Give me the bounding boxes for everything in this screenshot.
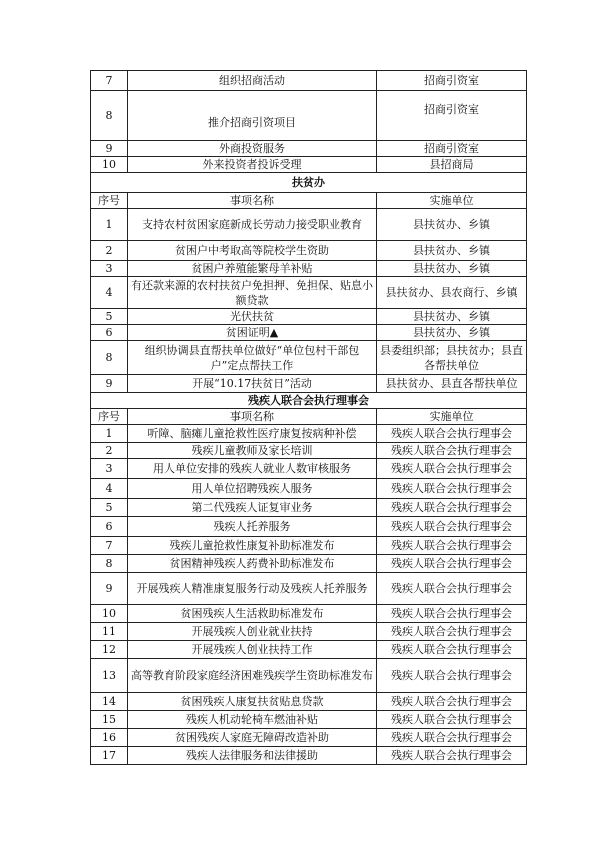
item-name: 贫困证明▲	[128, 325, 377, 341]
implementing-unit: 县扶贫办、乡镇	[377, 241, 527, 261]
table-row	[91, 425, 527, 443]
table-row	[91, 641, 527, 659]
table-row	[91, 443, 527, 459]
row-number: 8	[91, 555, 128, 573]
table-row	[91, 573, 527, 605]
item-name: 高等教育阶段家庭经济困难残疾学生资助标准发布	[128, 659, 377, 693]
item-name: 残疾人法律服务和法律援助	[128, 747, 377, 765]
implementing-unit: 县扶贫办、乡镇	[377, 261, 527, 277]
implementing-unit: 招商引资室	[377, 71, 527, 91]
implementing-unit: 县扶贫办、乡镇	[377, 209, 527, 241]
item-name: 贫困残疾人家庭无障碍改造补助	[128, 729, 377, 747]
implementing-unit: 县扶贫办、县直各帮扶单位	[377, 375, 527, 393]
row-number: 14	[91, 693, 128, 711]
implementing-unit: 残疾人联合会执行理事会	[377, 443, 527, 459]
header-item-name: 事项名称	[128, 409, 377, 425]
row-number: 7	[91, 537, 128, 555]
table-row	[91, 479, 527, 499]
table-row	[91, 711, 527, 729]
implementing-unit: 残疾人联合会执行理事会	[377, 641, 527, 659]
row-number: 4	[91, 479, 128, 499]
table-row	[91, 157, 527, 173]
row-number: 12	[91, 641, 128, 659]
item-name: 支持农村贫困家庭新成长劳动力接受职业教育	[128, 209, 377, 241]
implementing-unit: 残疾人联合会执行理事会	[377, 623, 527, 641]
table-row	[91, 693, 527, 711]
row-number: 9	[91, 141, 128, 157]
implementing-unit: 残疾人联合会执行理事会	[377, 499, 527, 517]
implementing-unit: 残疾人联合会执行理事会	[377, 659, 527, 693]
table-row	[91, 71, 527, 91]
row-number: 9	[91, 375, 128, 393]
table-row	[91, 325, 527, 341]
header-number: 序号	[91, 193, 128, 209]
item-name: 用人单位安排的残疾人就业人数审核服务	[128, 459, 377, 479]
row-number: 5	[91, 499, 128, 517]
item-name: 贫困残疾人生活救助标准发布	[128, 605, 377, 623]
implementing-unit: 残疾人联合会执行理事会	[377, 573, 527, 605]
implementing-unit: 残疾人联合会执行理事会	[377, 537, 527, 555]
item-name: 残疾儿童抢救性康复补助标准发布	[128, 537, 377, 555]
table-row	[91, 209, 527, 241]
service-items-table	[90, 70, 527, 765]
table-row	[91, 555, 527, 573]
item-name: 光伏扶贫	[128, 309, 377, 325]
row-number: 1	[91, 209, 128, 241]
item-name: 第二代残疾人证复审业务	[128, 499, 377, 517]
row-number: 3	[91, 459, 128, 479]
item-name: 用人单位招聘残疾人服务	[128, 479, 377, 499]
table-row	[91, 729, 527, 747]
row-number: 9	[91, 573, 128, 605]
unit-text: 招商引资室	[424, 103, 479, 116]
implementing-unit: 残疾人联合会执行理事会	[377, 729, 527, 747]
row-number: 2	[91, 241, 128, 261]
item-name: 外来投资者投诉受理	[128, 157, 377, 173]
item-name: 开展残疾人创业扶持工作	[128, 641, 377, 659]
implementing-unit: 招商引资室	[377, 141, 527, 157]
item-name: 开展“10.17扶贫日”活动	[128, 375, 377, 393]
row-number: 7	[91, 71, 128, 91]
item-name: 开展残疾人精准康复服务行动及残疾人托养服务	[128, 573, 377, 605]
table-row	[91, 261, 527, 277]
item-name: 有还款来源的农村扶贫户免担押、免担保、贴息小额贷款	[128, 277, 377, 309]
header-item-name: 事项名称	[128, 193, 377, 209]
table-row	[91, 141, 527, 157]
table-row	[91, 659, 527, 693]
row-number: 5	[91, 309, 128, 325]
section-title-disabled: 残疾人联合会执行理事会	[91, 393, 527, 409]
section-header-row	[91, 173, 527, 193]
table-row	[91, 241, 527, 261]
implementing-unit: 县委组织部；县扶贫办；县直各帮扶单位	[377, 341, 527, 375]
item-name: 贫困户中考取高等院校学生资助	[128, 241, 377, 261]
section-title-poverty: 扶贫办	[91, 173, 527, 193]
table-row	[91, 605, 527, 623]
implementing-unit: 残疾人联合会执行理事会	[377, 605, 527, 623]
header-number: 序号	[91, 409, 128, 425]
item-name: 贫困户养殖能繁母羊补贴	[128, 261, 377, 277]
implementing-unit: 残疾人联合会执行理事会	[377, 425, 527, 443]
row-number: 6	[91, 517, 128, 537]
row-number: 1	[91, 425, 128, 443]
row-number: 11	[91, 623, 128, 641]
implementing-unit: 残疾人联合会执行理事会	[377, 693, 527, 711]
table-row	[91, 91, 527, 141]
row-number: 3	[91, 261, 128, 277]
row-number: 13	[91, 659, 128, 693]
table-row	[91, 623, 527, 641]
table-row	[91, 341, 527, 375]
item-name: 听障、脑瘫儿童抢救性医疗康复按病种补偿	[128, 425, 377, 443]
table-row	[91, 499, 527, 517]
row-number: 4	[91, 277, 128, 309]
implementing-unit: 县扶贫办、乡镇	[377, 309, 527, 325]
item-name: 组织招商活动	[128, 71, 377, 91]
table-row	[91, 375, 527, 393]
item-name: 残疾人托养服务	[128, 517, 377, 537]
item-name: 外商投资服务	[128, 141, 377, 157]
column-header-row	[91, 193, 527, 209]
item-name: 残疾儿童教师及家长培训	[128, 443, 377, 459]
implementing-unit: 残疾人联合会执行理事会	[377, 711, 527, 729]
row-number: 10	[91, 605, 128, 623]
item-name: 残疾人机动轮椅车燃油补贴	[128, 711, 377, 729]
item-name: 开展残疾人创业就业扶持	[128, 623, 377, 641]
implementing-unit: 残疾人联合会执行理事会	[377, 747, 527, 765]
row-number: 6	[91, 325, 128, 341]
section-header-row	[91, 393, 527, 409]
row-number: 17	[91, 747, 128, 765]
implementing-unit	[377, 91, 527, 141]
item-name-text: 推介招商引资项目	[208, 116, 296, 129]
row-number: 8	[91, 91, 128, 141]
table-row	[91, 277, 527, 309]
row-number: 10	[91, 157, 128, 173]
implementing-unit: 残疾人联合会执行理事会	[377, 479, 527, 499]
item-name: 贫困精神残疾人药费补助标准发布	[128, 555, 377, 573]
header-unit: 实施单位	[377, 409, 527, 425]
implementing-unit: 县扶贫办、乡镇	[377, 325, 527, 341]
header-unit: 实施单位	[377, 193, 527, 209]
table-row	[91, 537, 527, 555]
row-number: 16	[91, 729, 128, 747]
item-name: 组织协调县直帮扶单位做好“单位包村干部包户”定点帮扶工作	[128, 341, 377, 375]
row-number: 15	[91, 711, 128, 729]
implementing-unit: 残疾人联合会执行理事会	[377, 459, 527, 479]
table-row	[91, 517, 527, 537]
table-row	[91, 309, 527, 325]
table-row	[91, 747, 527, 765]
item-name: 贫困残疾人康复扶贫贴息贷款	[128, 693, 377, 711]
row-number: 2	[91, 443, 128, 459]
table-row	[91, 459, 527, 479]
implementing-unit: 残疾人联合会执行理事会	[377, 517, 527, 537]
implementing-unit: 残疾人联合会执行理事会	[377, 555, 527, 573]
item-name	[128, 91, 377, 141]
column-header-row	[91, 409, 527, 425]
implementing-unit: 县扶贫办、县农商行、乡镇	[377, 277, 527, 309]
row-number: 8	[91, 341, 128, 375]
implementing-unit: 县招商局	[377, 157, 527, 173]
